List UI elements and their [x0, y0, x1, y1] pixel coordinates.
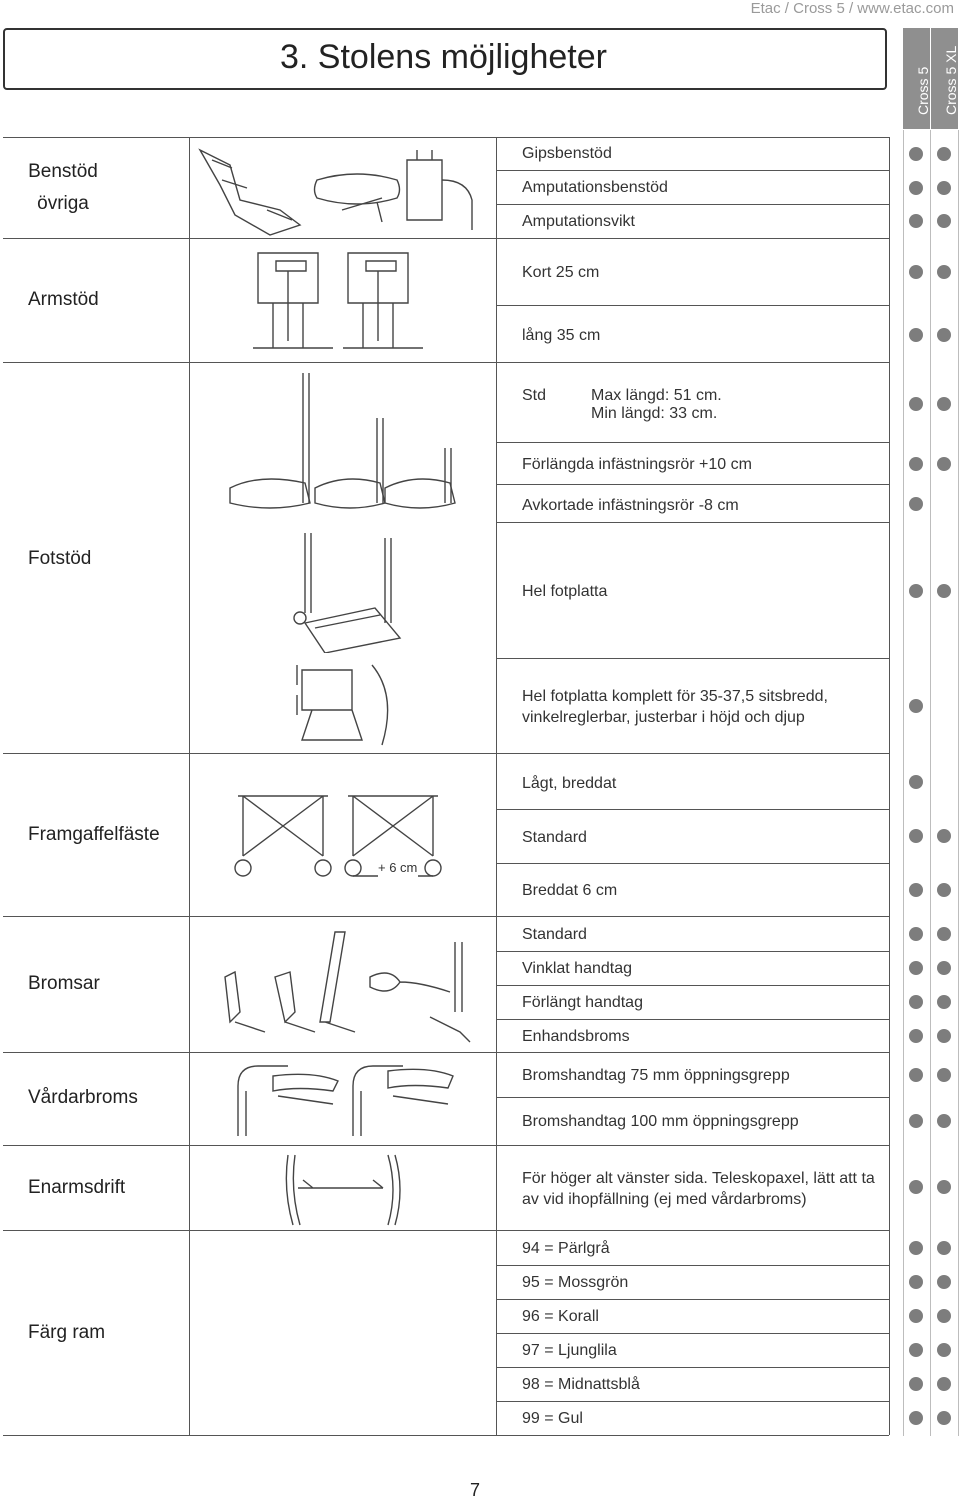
availability-dot: [937, 883, 951, 897]
availability-dot: [937, 457, 951, 471]
option-label: Hel fotplatta komplett för 35-37,5 sitsbredd,: [522, 688, 828, 705]
option-label: 97 = Ljunglila: [522, 1342, 617, 1359]
option-label: 99 = Gul: [522, 1410, 583, 1427]
option-divider: [496, 1097, 889, 1098]
armrest-illustration: [248, 243, 438, 359]
option-label: Vinklat handtag: [522, 960, 633, 977]
availability-dot: [909, 961, 923, 975]
option-label: Kort 25 cm: [522, 264, 600, 281]
availability-dot: [909, 328, 923, 342]
availability-dot: [937, 829, 951, 843]
category-armstod: Armstöd: [28, 289, 99, 310]
availability-dot: [909, 214, 923, 228]
front-fork-illustration: [228, 786, 458, 886]
option-label: 98 = Midnattsblå: [522, 1376, 640, 1393]
option-label: Amputationsbenstöd: [522, 179, 668, 196]
availability-dot: [909, 699, 923, 713]
column-header-cross5xl: Cross 5 XL: [931, 28, 958, 129]
option-label: 95 = Mossgrön: [522, 1274, 629, 1291]
column-divider: [496, 137, 497, 1435]
availability-dot: [909, 995, 923, 1009]
category-bromsar: Bromsar: [28, 973, 100, 994]
availability-dot: [937, 397, 951, 411]
option-divider: [496, 951, 889, 952]
option-divider: [496, 863, 889, 864]
availability-dot: [937, 214, 951, 228]
category-framgaffelfaste: Framgaffelfäste: [28, 824, 160, 845]
option-label: Lågt, breddat: [522, 775, 617, 792]
option-divider: [496, 442, 889, 443]
option-label: Förlängda infästningsrör +10 cm: [522, 456, 752, 473]
brake-illustration: [200, 922, 490, 1050]
option-label: 94 = Pärlgrå: [522, 1240, 610, 1257]
row-divider: [3, 753, 889, 754]
option-label: För höger alt vänster sida. Teleskopaxel, lätt att ta: [522, 1170, 875, 1187]
row-divider: [3, 1145, 889, 1146]
row-divider: [3, 137, 889, 138]
option-label: Hel fotplatta: [522, 583, 608, 600]
row-divider: [3, 1052, 889, 1053]
availability-dot: [909, 147, 923, 161]
availability-dot: [909, 397, 923, 411]
option-divider: [496, 985, 889, 986]
option-divider: [496, 170, 889, 171]
option-divider: [496, 204, 889, 205]
footrest-illustration: [225, 368, 465, 518]
availability-dot: [937, 1275, 951, 1289]
availability-dot: [937, 1068, 951, 1082]
option-label: Standard: [522, 926, 587, 943]
section-title-box: [3, 28, 887, 90]
availability-dot: [937, 961, 951, 975]
availability-dot: [937, 584, 951, 598]
option-divider: [496, 1333, 889, 1334]
availability-dot: [937, 1309, 951, 1323]
option-label: Avkortade infästningsrör -8 cm: [522, 497, 739, 514]
option-divider: [496, 809, 889, 810]
option-divider: [496, 1367, 889, 1368]
availability-dot: [937, 1241, 951, 1255]
option-label: Std: [522, 387, 547, 404]
availability-dot: [937, 265, 951, 279]
page-number: 7: [470, 1480, 481, 1500]
option-divider: [496, 522, 889, 523]
availability-dot: [909, 497, 923, 511]
option-label: lång 35 cm: [522, 327, 601, 344]
option-label: av vid ihopfällning (ej med vårdarbroms): [522, 1191, 807, 1208]
category-benstod-ovriga: Benstöd övriga: [28, 161, 98, 214]
availability-dot: [909, 1068, 923, 1082]
availability-dot: [909, 1343, 923, 1357]
option-label: 96 = Korall: [522, 1308, 599, 1325]
option-divider: [496, 484, 889, 485]
column-divider: [930, 130, 931, 1436]
option-divider: [496, 1019, 889, 1020]
availability-dot: [937, 1343, 951, 1357]
option-label: Bromshandtag 75 mm öppningsgrepp: [522, 1067, 790, 1084]
full-footplate-illustration: [285, 528, 415, 653]
option-label: Gipsbenstöd: [522, 145, 612, 162]
attendant-brake-illustration: [228, 1056, 458, 1142]
availability-dot: [937, 995, 951, 1009]
option-label: vinkelreglerbar, justerbar i höjd och djup: [522, 709, 805, 726]
availability-dot: [937, 1180, 951, 1194]
availability-dot: [909, 1411, 923, 1425]
column-divider: [189, 137, 190, 1435]
option-label: Standard: [522, 829, 587, 846]
option-divider: [496, 1265, 889, 1266]
availability-dot: [937, 1377, 951, 1391]
option-label: Min längd: 33 cm.: [591, 405, 718, 422]
availability-dot: [909, 927, 923, 941]
page-header: Etac / Cross 5 / www.etac.com: [750, 0, 954, 17]
one-arm-drive-illustration: [283, 1150, 413, 1228]
availability-dot: [937, 181, 951, 195]
option-label: Bromshandtag 100 mm öppningsgrepp: [522, 1113, 799, 1130]
option-divider: [496, 1401, 889, 1402]
option-label: Amputationsvikt: [522, 213, 635, 230]
availability-dot: [909, 1275, 923, 1289]
category-fotstod: Fotstöd: [28, 548, 92, 569]
category-farg-ram: Färg ram: [28, 1322, 106, 1343]
availability-dot: [909, 883, 923, 897]
category-vardarbroms: Vårdarbroms: [28, 1087, 138, 1108]
availability-dot: [937, 1114, 951, 1128]
availability-dot: [909, 1029, 923, 1043]
availability-dot: [909, 829, 923, 843]
option-divider: [496, 305, 889, 306]
availability-dot: [937, 1411, 951, 1425]
legrest-illustration: [192, 140, 492, 236]
availability-dot: [909, 775, 923, 789]
footplate-adjustable-illustration: [282, 660, 402, 750]
availability-dot: [937, 328, 951, 342]
row-divider: [3, 1230, 889, 1231]
row-divider: [3, 916, 889, 917]
option-divider: [496, 658, 889, 659]
column-divider: [889, 137, 890, 1435]
row-divider: [3, 362, 889, 363]
row-divider: [3, 1435, 889, 1436]
fork-width-label: + 6 cm: [378, 860, 418, 875]
option-label: Förlängt handtag: [522, 994, 643, 1011]
availability-dot: [937, 927, 951, 941]
section-title: 3. Stolens möjligheter: [280, 38, 607, 76]
availability-dot: [909, 1241, 923, 1255]
column-header-cross5: Cross 5: [903, 28, 930, 129]
availability-dot: [909, 584, 923, 598]
category-enarmsdrift: Enarmsdrift: [28, 1177, 126, 1198]
availability-dot: [909, 1377, 923, 1391]
availability-dot: [937, 1029, 951, 1043]
option-label: Max längd: 51 cm.: [591, 387, 722, 404]
availability-dot: [909, 181, 923, 195]
row-divider: [3, 238, 889, 239]
availability-dot: [909, 265, 923, 279]
availability-dot: [937, 147, 951, 161]
option-label: Breddat 6 cm: [522, 882, 618, 899]
column-divider: [958, 130, 959, 1436]
availability-dot: [909, 1114, 923, 1128]
availability-dot: [909, 1180, 923, 1194]
option-label: Enhandsbroms: [522, 1028, 630, 1045]
column-divider: [903, 130, 904, 1436]
availability-dot: [909, 1309, 923, 1323]
availability-dot: [909, 457, 923, 471]
option-divider: [496, 1299, 889, 1300]
